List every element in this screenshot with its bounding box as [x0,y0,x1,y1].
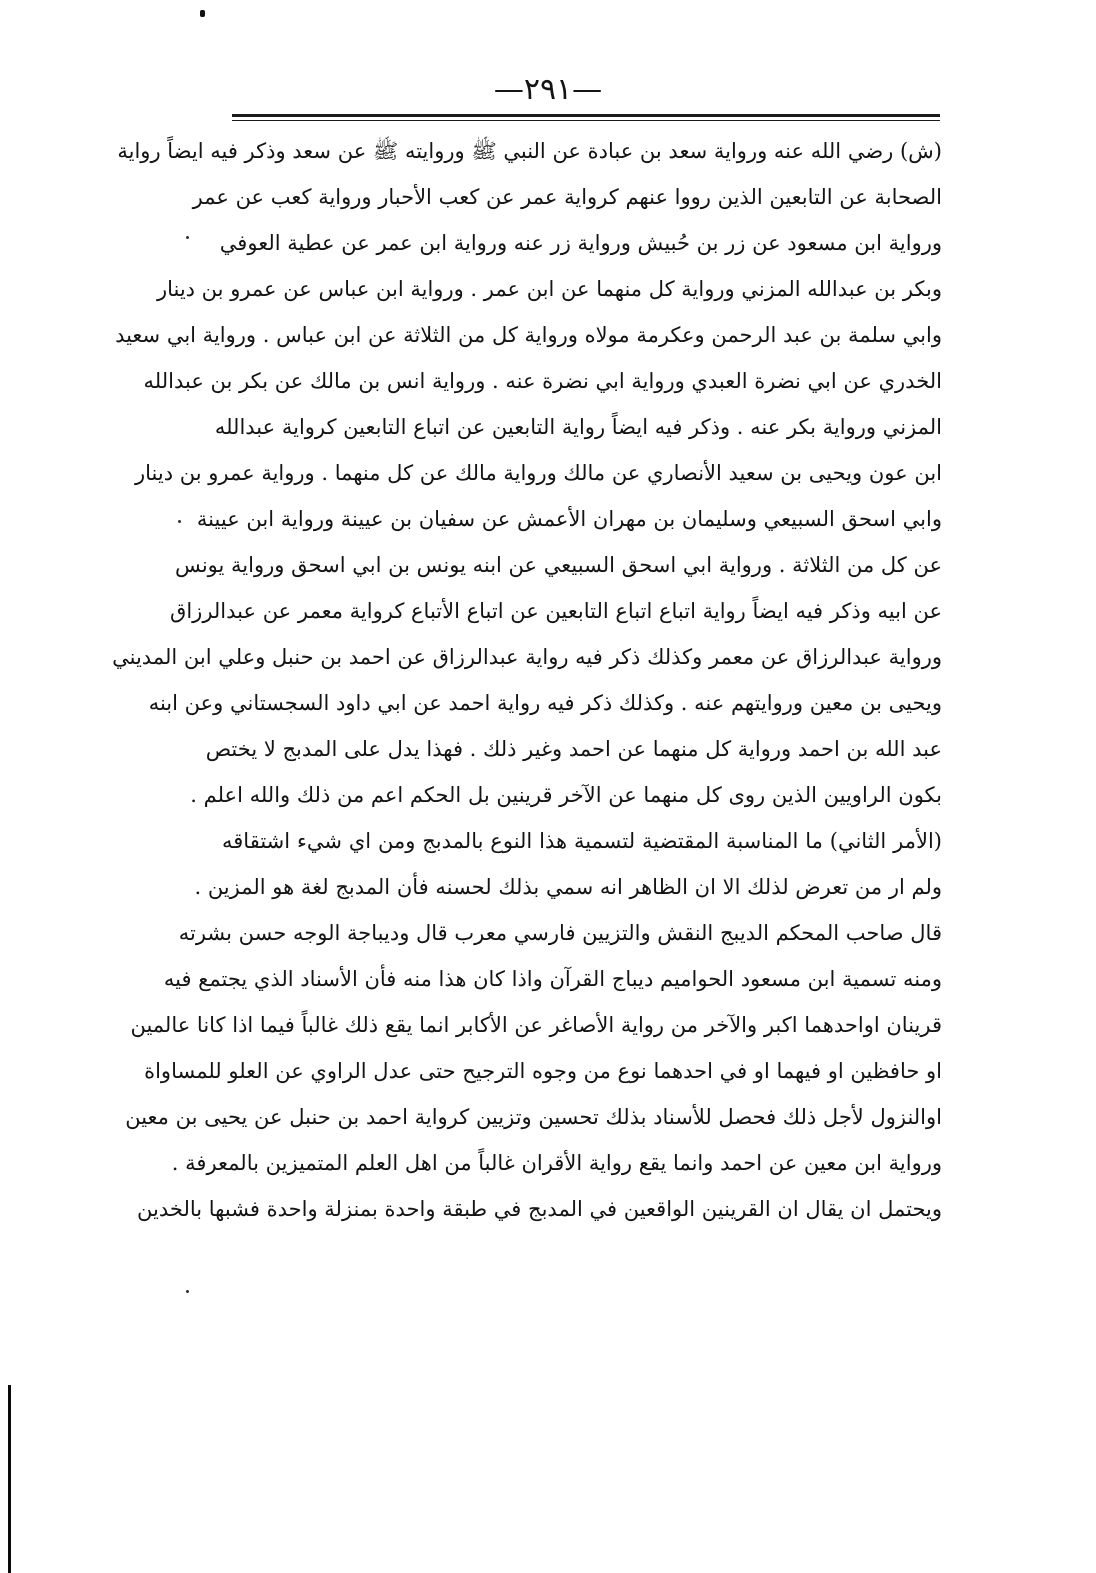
text-line: ومنه تسمية ابن مسعود الحواميم ديباج القرآن واذا كان هذا منه فأن الأسناد الذي يجتمع فيه [163,967,942,991]
scan-speck [186,236,189,239]
body-text [112,128,942,1232]
text-line: عن كل من الثلاثة . ورواية ابي اسحق السبيعي عن ابنه يونس بن ابي اسحق ورواية يونس [175,553,942,577]
text-line: وبكر بن عبدالله المزني ورواية كل منهما عن ابن عمر . ورواية ابن عباس عن عمرو بن دينار [156,277,942,301]
text-line: المزني ورواية بكر عنه . وذكر فيه ايضاً رواية التابعين عن اتباع التابعين كرواية عبدالله [214,415,942,439]
text-line: قرينان اواحدهما اكبر والآخر من رواية الأصاغر عن الأكابر انما يقع ذلك غالباً فيما اذا كانا عالمين [130,1013,942,1037]
header-rule-thin [232,120,940,121]
text-line: ورواية ابن معين عن احمد وانما يقع رواية الأقران غالباً من اهل العلم المتميزين بالمعرفة . [171,1151,942,1175]
header-rule-thick [232,114,940,117]
text-line: وابي اسحق السبيعي وسليمان بن مهران الأعمش عن سفيان بن عيينة ورواية ابن عيينة [196,507,942,531]
text-line: الصحابة عن التابعين الذين رووا عنهم كرواية عمر عن كعب الأحبار ورواية كعب عن عمر [192,185,942,209]
ink-speck [200,10,205,17]
scan-speck [178,520,181,523]
text-line: او حافظين او فيهما او في احدهما نوع من وجوه الترجيح حتى عدل الراوي عن العلو للمساواة [144,1059,942,1083]
text-line: قال صاحب المحكم الديبج النقش والتزيين فارسي معرب قال وديباجة الوجه حسن بشرته [178,921,942,945]
text-line: بكون الراويين الذين روى كل منهما عن الآخر قرينين بل الحكم اعم من ذلك والله اعلم . [190,783,942,807]
text-line: ورواية ابن مسعود عن زر بن حُبيش ورواية زر عنه ورواية ابن عمر عن عطية العوفي [219,231,942,255]
scan-speck [186,1290,189,1293]
text-line: عن ابيه وذكر فيه ايضاً رواية اتباع اتباع التابعين عن اتباع الأتباع كرواية معمر عن عبدالرزاق [170,599,942,623]
text-line: وابي سلمة بن عبد الرحمن وعكرمة مولاه ورواية كل من الثلاثة عن ابن عباس . ورواية ابي سعيد [115,323,942,347]
text-line: الخدري عن ابي نضرة العبدي ورواية ابي نضرة عنه . ورواية انس بن مالك عن بكر بن عبدالله [143,369,942,393]
text-line: (ش) رضي الله عنه ورواية سعد بن عبادة عن النبي ﷺ وروايته ﷺ عن سعد وذكر فيه ايضاً رواية [117,139,942,163]
text-line: ويحتمل ان يقال ان القرينين الواقعين في المدبج في طبقة واحدة بمنزلة واحدة فشبها بالخدين [137,1197,942,1221]
text-line: ابن عون ويحيى بن سعيد الأنصاري عن مالك ورواية مالك عن كل منهما . ورواية عمرو بن دينار [134,461,942,485]
text-line: ولم ار من تعرض لذلك الا ان الظاهر انه سمي بذلك لحسنه فأن المدبج لغة هو المزين . [194,875,942,899]
text-line: ويحيى بن معين وروايتهم عنه . وكذلك ذكر فيه رواية احمد عن ابي داود السجستاني وعن ابنه [148,691,942,715]
text-line: عبد الله بن احمد ورواية كل منهما عن احمد وغير ذلك . فهذا يدل على المدبج لا يختص [205,737,942,761]
text-line: ورواية عبدالرزاق عن معمر وكذلك ذكر فيه رواية عبدالرزاق عن احمد بن حنبل وعلي ابن المديني [112,645,942,669]
binding-edge-line [8,1385,11,1573]
page-number: —٢٩١— [493,72,603,107]
text-line: اوالنزول لأجل ذلك فحصل للأسناد بذلك تحسين وتزيين كرواية احمد بن حنبل عن يحيى بن معين [125,1105,942,1129]
text-line: (الأمر الثاني) ما المناسبة المقتضية لتسمية هذا النوع بالمدبج ومن اي شيء اشتقاقه [222,829,942,853]
